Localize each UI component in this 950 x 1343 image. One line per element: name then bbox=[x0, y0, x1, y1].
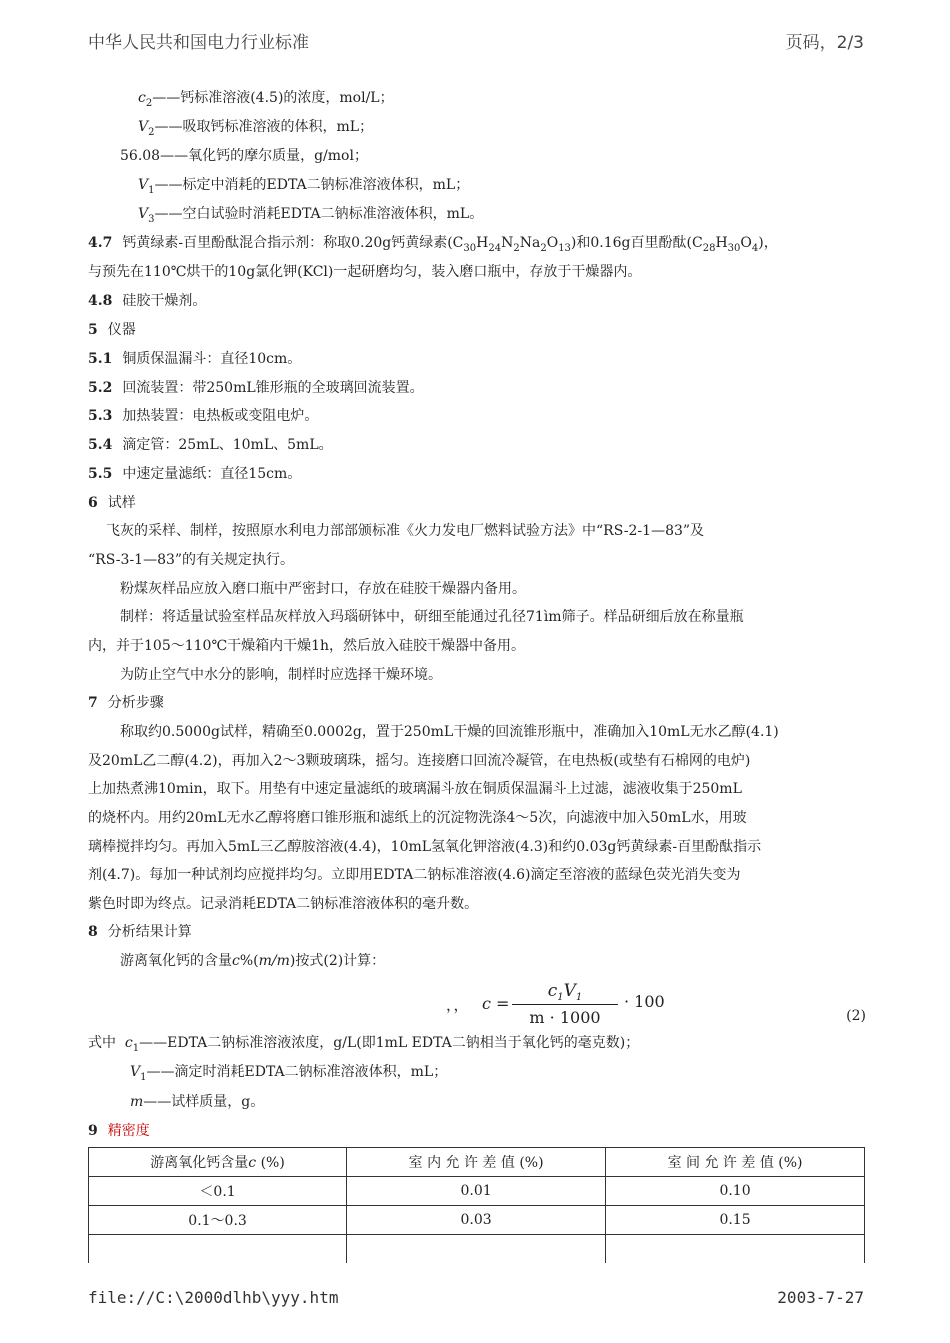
table-cell: 0.10 bbox=[606, 1177, 865, 1206]
formula-denominator: m · 1000 bbox=[529, 1008, 601, 1027]
section-6-para: 粉煤灰样品应放入磨口瓶中严密封口，存放在硅胶干燥器内备用。 bbox=[120, 581, 526, 597]
section-7-para: 剂(4.7)。每加一种试剂均应搅拌均匀。立即用EDTA二钠标准溶液(4.6)滴定至溶液的蓝绿色荧光消失变为 bbox=[88, 867, 741, 883]
section-7-heading: 7 分析步骤 bbox=[88, 695, 164, 711]
section-5-1: 5.1 铜质保温漏斗：直径10cm。 bbox=[88, 351, 302, 367]
formula-fraction-bar bbox=[512, 1004, 618, 1005]
precision-table bbox=[88, 1147, 865, 1263]
table-cell: 0.01 bbox=[347, 1177, 606, 1206]
section-7-para: 紫色时即为终点。记录消耗EDTA二钠标准溶液体积的毫升数。 bbox=[88, 896, 479, 912]
def-v2: $V_2——$吸取钙标准溶液的体积，mL； bbox=[138, 119, 374, 138]
section-6-para: 制样：将适量试验室样品灰样放入玛瑙研钵中，研细至能通过孔径71ìm筛子。样品研细后放在称量瓶 bbox=[120, 609, 744, 625]
section-5-3: 5.3 加热装置：电热板或变阻电炉。 bbox=[88, 408, 319, 424]
formula-multiplier: · 100 bbox=[624, 992, 665, 1011]
def-molar-mass: 56.08——氧化钙的摩尔质量，g/mol； bbox=[120, 148, 368, 164]
table-cell bbox=[89, 1235, 347, 1264]
section-6-para: 飞灰的采样、制样，按照原水利电力部部颁标准《火力发电厂燃料试验方法》中“RS-2-1—83”及 bbox=[106, 523, 705, 539]
section-7-para: 称取约0.5000g试样，精确至0.0002g，置于250mL干燥的回流锥形瓶中，准确加入10mL无水乙醇(4.1) bbox=[120, 724, 779, 740]
footer-path: file://C:\2000dlhb\yyy.htm bbox=[88, 1288, 339, 1307]
def-c2: $c_2——$钙标准溶液(4.5)的浓度，mol/L； bbox=[138, 90, 394, 109]
formula-numerator: $c_1V_1$ bbox=[547, 981, 583, 1003]
equation-number: (2) bbox=[846, 1008, 866, 1024]
section-4-7: 4.7 钙黄绿素-百里酚酞混合指示剂：称取0.20g钙黄绿素$(C_{30}H_{24}N_2Na_2O_{13})$和0.16g百里酚酞$(C_{28}H_{30}O_4)$， bbox=[88, 235, 778, 254]
table-row bbox=[89, 1177, 865, 1206]
formula-fraction bbox=[510, 980, 620, 1029]
section-4-8: 4.8 硅胶干燥剂。 bbox=[88, 293, 207, 309]
formula-lhs: c = bbox=[482, 994, 510, 1013]
table-row bbox=[89, 1206, 865, 1235]
table-cell bbox=[347, 1235, 606, 1264]
section-6-heading: 6 试样 bbox=[88, 495, 136, 511]
section-6-para: “RS-3-1—83”的有关规定执行。 bbox=[88, 552, 295, 568]
table-cell: 0.15 bbox=[606, 1206, 865, 1235]
section-5-4: 5.4 滴定管：25mL、10mL、5mL。 bbox=[88, 437, 333, 453]
section-9-heading: 9 精密度 bbox=[88, 1123, 150, 1139]
table-row-empty bbox=[89, 1235, 865, 1264]
section-7-para: 璃棒搅拌均匀。再加入5mL三乙醇胺溶液(4.4)，10mL氢氧化钾溶液(4.3)和约0.03g钙黄绿素-百里酚酞指示 bbox=[88, 839, 762, 855]
section-5-5: 5.5 中速定量滤纸：直径15cm。 bbox=[88, 466, 302, 482]
section-8-heading: 8 分析结果计算 bbox=[88, 924, 192, 940]
def-v1: $V_1——$标定中消耗的EDTA二钠标准溶液体积，mL； bbox=[138, 177, 470, 196]
formula-2 bbox=[446, 980, 866, 1040]
def-v3: $V_3——$空白试验时消耗EDTA二钠标准溶液体积，mL。 bbox=[138, 206, 484, 225]
section-7-para: 上加热煮沸10min，取下。用垫有中速定量滤纸的玻璃漏斗放在铜质保温漏斗上过滤，滤液收集于250mL bbox=[88, 781, 742, 797]
section-7-para: 及20mL乙二醇(4.2)，再加入2～3颗玻璃珠，摇匀。连接磨口回流冷凝管，在电热板(或垫有石棉网的电炉) bbox=[88, 753, 751, 769]
def-c1: 式中 $c_1——EDTA$二钠标准溶液浓度，g/L(即1mL EDTA二钠相当于氧化钙的毫克数)； bbox=[88, 1035, 640, 1054]
table-header-content: 游离氧化钙含量c (%) bbox=[89, 1148, 347, 1177]
section-6-para: 为防止空气中水分的影响，制样时应选择干燥环境。 bbox=[120, 667, 442, 683]
def-m: m——试样质量，g。 bbox=[130, 1094, 265, 1110]
def-v1-bottom: $V_1——$滴定时消耗EDTA二钠标准溶液体积，mL； bbox=[130, 1064, 448, 1083]
header-title: 中华人民共和国电力行业标准 bbox=[88, 33, 309, 53]
table-header-intra: 室 内 允 许 差 值 (%) bbox=[347, 1148, 606, 1177]
section-5-heading: 5 仪器 bbox=[88, 322, 136, 338]
section-7-para: 的烧杯内。用约20mL无水乙醇将磨口锥形瓶和滤纸上的沉淀物洗涤4～5次，向滤液中加入50mL水，用玻 bbox=[88, 810, 747, 826]
formula-commas: ，， bbox=[446, 996, 469, 1014]
section-6-para: 内，并于105～110℃干燥箱内干燥1h，然后放入硅胶干燥器中备用。 bbox=[88, 638, 526, 654]
table-cell: ＜0.1 bbox=[89, 1177, 347, 1206]
page-number: 页码，2/3 bbox=[785, 33, 864, 53]
table-cell bbox=[606, 1235, 865, 1264]
section-8-intro: 游离氧化钙的含量c%(m/m)按式(2)计算： bbox=[120, 953, 386, 969]
table-header-inter: 室 间 允 许 差 值 (%) bbox=[606, 1148, 865, 1177]
section-4-7-line2: 与预先在110℃烘干的10g氯化钾(KCl)一起研磨均匀，装入磨口瓶中，存放于干燥器内。 bbox=[88, 264, 642, 280]
footer-date: 2003-7-27 bbox=[777, 1288, 864, 1307]
table-cell: 0.1～0.3 bbox=[89, 1206, 347, 1235]
table-cell: 0.03 bbox=[347, 1206, 606, 1235]
table-header-row bbox=[89, 1148, 865, 1177]
section-5-2: 5.2 回流装置：带250mL锥形瓶的全玻璃回流装置。 bbox=[88, 380, 424, 396]
